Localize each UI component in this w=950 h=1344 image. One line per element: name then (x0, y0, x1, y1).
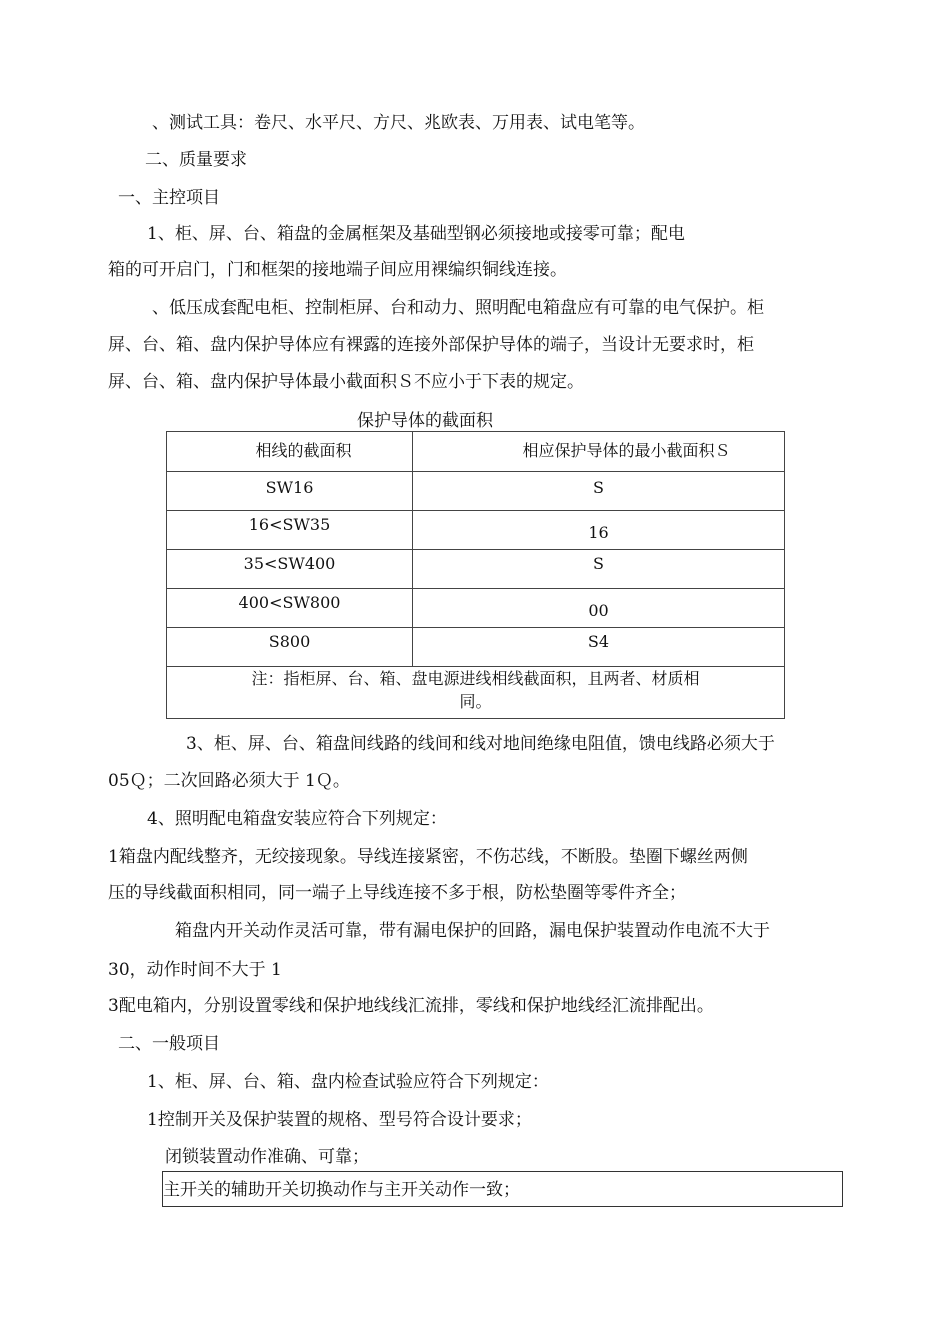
table-row (167, 472, 785, 511)
header-protective-section: 相应保护导体的最小截面积Ｓ (413, 432, 785, 472)
table-row (167, 511, 785, 550)
table-note-line2: 同。 (459, 692, 492, 711)
cell-phase: S800 (167, 628, 413, 667)
item4-1-line1: 1箱盘内配线整齐，无绞接现象。导线连接紧密，不伤芯线，不断股。垫圈下螺丝两侧 (108, 847, 748, 867)
item1-line2: 箱的可开启门，门和框架的接地端子间应用裸编织铜线连接。 (108, 260, 567, 280)
cell-phase: 35<SW400 (167, 550, 413, 589)
general-items-heading: 二、一般项目 (118, 1034, 220, 1054)
item4-2-line1: 箱盘内开关动作灵活可靠，带有漏电保护的回路，漏电保护装置动作电流不大于 (175, 921, 770, 941)
tools-paragraph: 、测试工具：卷尺、水平尺、方尺、兆欧表、万用表、试电笔等。 (152, 113, 645, 133)
table-caption: 保护导体的截面积 (357, 411, 493, 431)
boxed-paragraph (162, 1171, 843, 1207)
header-phase-section: 相线的截面积 (167, 432, 413, 472)
item4-2-line2: 30，动作时间不大于 1 (108, 960, 282, 980)
main-items-heading: 一、主控项目 (118, 188, 220, 208)
item4-1-line2: 压的导线截面积相同，同一端子上导线连接不多于根，防松垫圈等零件齐全； (108, 883, 686, 903)
gen1-heading: 1、柜、屏、台、箱、盘内检查试验应符合下列规定： (147, 1072, 549, 1092)
item2-line3: 屏、台、箱、盘内保护导体最小截面积Ｓ不应小于下表的规定。 (108, 372, 584, 392)
gen1-1: 1控制开关及保护装置的规格、型号符合设计要求； (147, 1110, 532, 1130)
gen1-3: 主开关的辅助开关切换动作与主开关动作一致； (163, 1180, 520, 1200)
item4-3: 3配电箱内，分别设置零线和保护地线线汇流排，零线和保护地线经汇流排配出。 (108, 996, 714, 1016)
table-header-row (167, 432, 785, 472)
gen1-2: 闭锁装置动作准确、可靠； (165, 1147, 369, 1167)
cell-protective: S4 (413, 628, 785, 667)
item1-line1: 1、柜、屏、台、箱盘的金属框架及基础型钢必须接地或接零可靠；配电 (147, 224, 685, 244)
table-row (167, 550, 785, 589)
table-note-line1: 注：指柜屏、台、箱、盘电源进线相线截面积，且两者、材质相 (251, 669, 700, 688)
quality-heading: 二、质量要求 (145, 150, 247, 170)
protective-conductor-table (166, 431, 785, 719)
item3-line2: 05Ｑ；二次回路必须大于 1Ｑ。 (108, 771, 350, 791)
cell-protective: S (413, 472, 785, 511)
item3-line1: 3、柜、屏、台、箱盘间线路的线间和线对地间绝缘电阻值，馈电线路必须大于 (186, 734, 775, 754)
cell-protective: 16 (413, 511, 785, 550)
table-note-row (167, 667, 785, 719)
cell-phase: 400<SW800 (167, 589, 413, 628)
item2-line2: 屏、台、箱、盘内保护导体应有裸露的连接外部保护导体的端子，当设计无要求时，柜 (108, 335, 754, 355)
cell-phase: 16<SW35 (167, 511, 413, 550)
item2-line1: 、低压成套配电柜、控制柜屏、台和动力、照明配电箱盘应有可靠的电气保护。柜 (152, 298, 764, 318)
table-row (167, 589, 785, 628)
cell-protective: S (413, 550, 785, 589)
item4-heading: 4、照明配电箱盘安装应符合下列规定： (147, 809, 447, 829)
cell-protective: 00 (413, 589, 785, 628)
table-note (167, 667, 785, 719)
table-row (167, 628, 785, 667)
cell-phase: SW16 (167, 472, 413, 511)
